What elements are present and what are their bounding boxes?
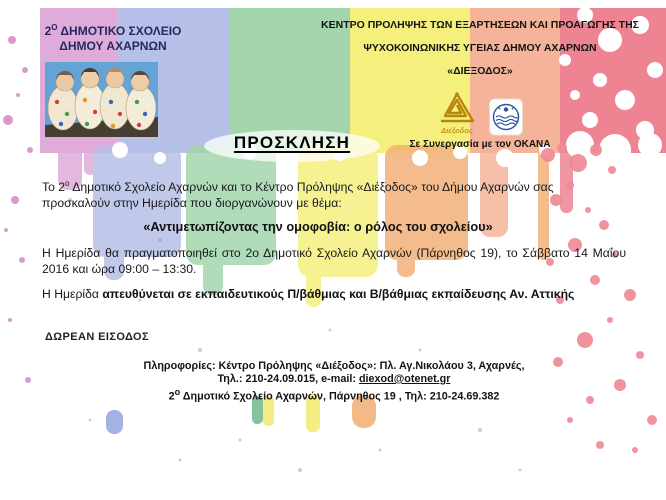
pink-speckles	[3, 36, 33, 383]
centre-header-line3: «ΔΙΕΞΟΔΟΣ»	[447, 65, 513, 77]
contact-info	[42, 360, 626, 404]
school-name	[42, 20, 184, 54]
svg-text:Διέξοδος: Διέξοδος	[441, 126, 473, 135]
event-theme: «Αντιμετωπίζοντας την ομοφοβία: ο ρόλος του σχολείου»	[143, 219, 493, 234]
contact-line3: $2^o$ Δημοτικό Σχολείο Αχαρνών, Πάρνηθος 19 , Τηλ: 210-24.69.382	[168, 387, 500, 403]
invitation-title: ΠΡΟΣΚΛΗΣΗ	[233, 133, 351, 152]
logo-row	[300, 88, 660, 136]
diexodos-logo	[437, 88, 477, 136]
contact-line2: Τηλ.: 210-24.09.015, e-mail: diexod@otenet.gr	[217, 373, 451, 385]
intro-paragraph: Το $2^o$ Δημοτικό Σχολείο Αχαρνών και το Κέντρο Πρόληψης «Διέξοδος» του Δήμου Αχαρνών σας προσκαλούν στην Ημερίδα που διοργανώνουν με θέμα:	[42, 179, 554, 211]
contact-line1: Πληροφορίες: Κέντρο Πρόληψης «Διέξοδος»: Πλ. Αγ.Νικολάου 3, Αχαρνές,	[143, 360, 525, 372]
audience-paragraph: Η Ημερίδα απευθύνεται σε εκπαιδευτικούς Π/βάθμιας και Β/βάθμιας εκπαίδευσης Αν. Αττικής	[42, 287, 575, 301]
email-link[interactable]: diexod@otenet.gr	[358, 373, 451, 385]
okana-logo	[489, 98, 523, 136]
school-name-line1: $2^O$ ΔΗΜΟΤΙΚΟ ΣΧΟΛΕΙΟ	[44, 23, 182, 38]
free-entry-label: ΔΩΡΕΑΝ ΕΙΣΟΔΟΣ	[45, 331, 149, 343]
children-photo	[45, 62, 158, 137]
centre-header-line2: ΨΥΧΟΚΟΙΝΩΝΙΚΗΣ ΥΓΕΙΑΣ ΔΗΜΟΥ ΑΧΑΡΝΩΝ	[363, 42, 597, 54]
centre-header-line1: ΚΕΝΤΡΟ ΠΡΟΛΗΨΗΣ ΤΩΝ ΕΞΑΡΤΗΣΕΩΝ ΚΑΙ ΠΡΟΑΓΩΓΗΣ ΤΗΣ	[321, 19, 639, 31]
centre-header	[300, 19, 660, 150]
school-name-line2: ΔΗΜΟΥ ΑΧΑΡΝΩΝ	[59, 39, 167, 53]
partnership-text: Σε Συνεργασία με τον ΟΚΑΝΑ	[409, 139, 551, 150]
date-time-paragraph: Η Ημερίδα θα πραγματοποιηθεί στο 2ο Δημοτικό Σχολείο Αχαρνών (Πάρνηθος 19), το Σάββατο 14 Μαΐου 2016 και ώρα 09:00 – 13:30.	[42, 246, 626, 276]
